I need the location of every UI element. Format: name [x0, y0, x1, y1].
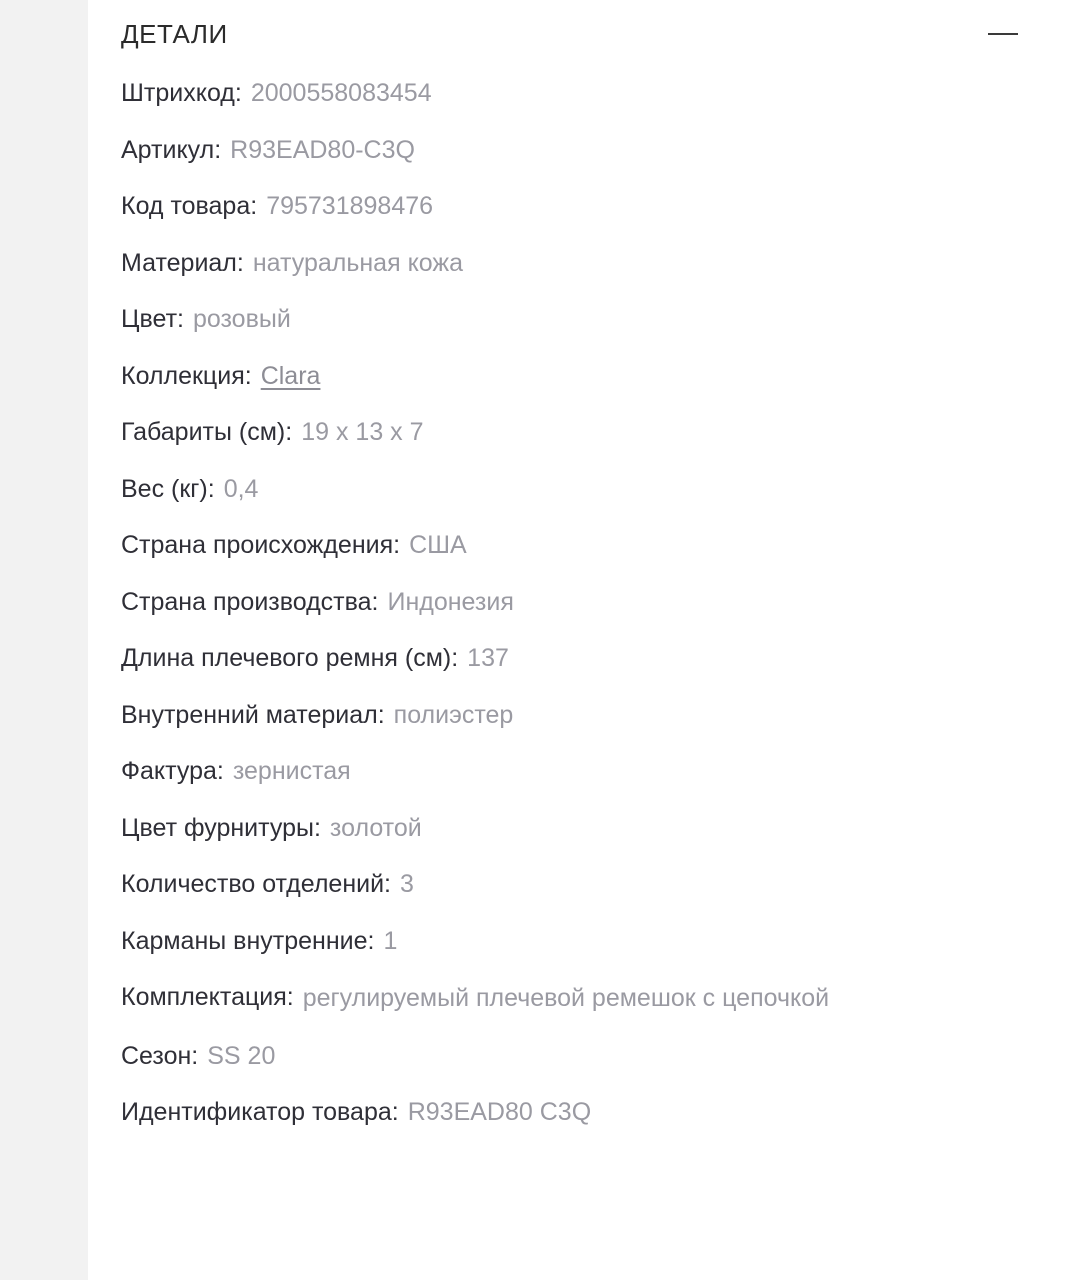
detail-label: Габариты (см):: [121, 418, 293, 446]
detail-label: Вес (кг):: [121, 474, 215, 503]
detail-value: 19 x 13 x 7: [301, 418, 424, 446]
details-panel: [88, 0, 1080, 1280]
list-item: [121, 135, 1080, 166]
detail-value: зернистая: [232, 757, 351, 785]
detail-value: натуральная кожа: [252, 248, 464, 277]
detail-value: регулируемый плечевой ремешок с цепочкой: [302, 984, 830, 1012]
detail-label: Фактура:: [121, 757, 224, 785]
detail-label: Страна происхождения:: [121, 531, 401, 559]
detail-label: Коллекция:: [121, 361, 252, 390]
list-item: [121, 417, 1080, 448]
detail-value: розовый: [192, 305, 291, 333]
detail-value: 1: [383, 926, 398, 955]
detail-label: Комплектация:: [121, 983, 294, 1011]
list-item: [121, 756, 1080, 787]
detail-label: Код товара:: [121, 192, 258, 220]
detail-value: полиэстер: [393, 700, 514, 729]
details-panel-header[interactable]: [88, 0, 1080, 68]
list-item: [121, 982, 1080, 1015]
list-item: [121, 1097, 1080, 1128]
detail-label: Количество отделений:: [121, 870, 392, 898]
list-item: [121, 813, 1080, 844]
page-title: ДЕТАЛИ: [121, 18, 228, 49]
detail-label: Длина плечевого ремня (см):: [121, 644, 459, 672]
detail-label: Внутренний материал:: [121, 700, 385, 729]
detail-label: Штрихкод:: [121, 79, 242, 107]
detail-value: 795731898476: [266, 192, 434, 220]
details-list: [88, 68, 1080, 1128]
list-item: [121, 304, 1080, 335]
list-item: [121, 643, 1080, 674]
detail-label: Цвет:: [121, 305, 184, 333]
detail-value: золотой: [329, 813, 422, 842]
detail-label: Карманы внутренние:: [121, 926, 375, 955]
detail-label: Идентификатор товара:: [121, 1098, 399, 1126]
detail-value: R93EAD80 C3Q: [407, 1098, 592, 1126]
list-item: [121, 530, 1080, 561]
detail-value: SS 20: [207, 1041, 276, 1070]
detail-value: 0,4: [223, 474, 259, 503]
list-item: [121, 248, 1080, 279]
page-left-gutter: [0, 0, 88, 1280]
detail-label: Страна производства:: [121, 587, 379, 616]
minus-icon-bar: [988, 33, 1018, 35]
list-item: [121, 78, 1080, 109]
list-item: [121, 361, 1080, 392]
detail-value: 3: [400, 870, 414, 898]
detail-value: 2000558083454: [250, 79, 432, 107]
detail-label: Сезон:: [121, 1041, 199, 1070]
detail-label: Артикул:: [121, 135, 222, 164]
detail-label: Материал:: [121, 248, 244, 277]
minus-icon[interactable]: [986, 21, 1020, 47]
list-item: [121, 926, 1080, 957]
detail-value: 137: [467, 644, 509, 672]
collection-link[interactable]: Clara: [260, 361, 321, 390]
list-item: [121, 587, 1080, 618]
detail-label: Цвет фурнитуры:: [121, 813, 321, 842]
detail-value: Индонезия: [387, 587, 514, 616]
detail-value: R93EAD80-C3Q: [230, 135, 415, 164]
list-item: [121, 1041, 1080, 1072]
list-item: [121, 700, 1080, 731]
detail-value: США: [409, 531, 467, 559]
list-item: [121, 191, 1080, 222]
list-item: [121, 869, 1080, 900]
list-item: [121, 474, 1080, 505]
